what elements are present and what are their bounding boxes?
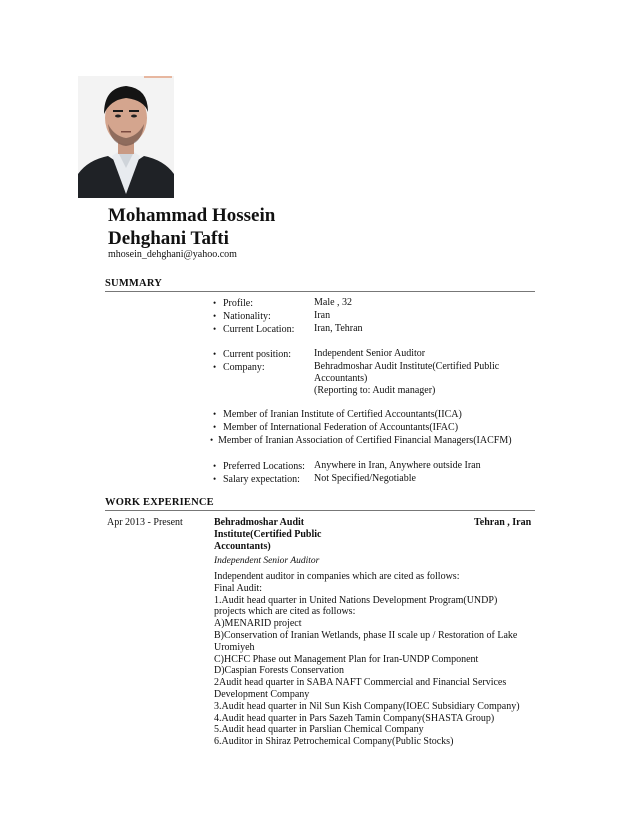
salary-value: Not Specified/Negotiable xyxy=(314,473,416,484)
job-description-line: projects which are cited as follows: xyxy=(214,606,356,618)
job-description-line: 4.Audit head quarter in Pars Sazeh Tamin Company(SHASTA Group) xyxy=(214,712,495,724)
summary-profile-row xyxy=(213,297,353,310)
position-label: Current position: xyxy=(223,349,292,360)
summary-company-row xyxy=(213,361,265,374)
summary-heading: SUMMARY xyxy=(105,278,163,289)
bullet-icon: • xyxy=(213,298,217,308)
summary-position-row xyxy=(213,348,426,361)
job-location: Tehran , Iran xyxy=(474,517,532,528)
bullet-icon: • xyxy=(213,324,217,334)
job-company xyxy=(214,517,344,553)
summary-nationality-row xyxy=(213,310,331,323)
nationality-value: Iran xyxy=(314,310,331,321)
job-description-line: Uromiyeh xyxy=(214,641,255,653)
location-label: Current Location: xyxy=(223,324,295,335)
summary-location-row xyxy=(213,323,363,336)
profile-label: Profile: xyxy=(223,298,253,309)
job-description-line: 1.Audit head quarter in United Nations Development Program(UNDP) xyxy=(214,594,498,606)
membership-item xyxy=(210,434,512,447)
salary-label: Salary expectation: xyxy=(223,474,300,485)
membership-item xyxy=(213,421,458,434)
name-line-1: Mohammad Hossein xyxy=(108,205,276,226)
profile-photo xyxy=(78,76,174,198)
job-description-line: 2Audit head quarter in SABA NAFT Commercial and Financial Services xyxy=(214,677,507,689)
preferred-locations-value: Anywhere in Iran, Anywhere outside Iran xyxy=(314,460,481,471)
work-experience-divider xyxy=(105,510,535,511)
preferred-locations-label: Preferred Locations: xyxy=(223,461,305,472)
email-link[interactable]: mhosein_dehghani@yahoo.com xyxy=(108,249,237,260)
job-company-line-3: Accountants) xyxy=(214,541,271,552)
membership-text: Member of International Federation of Accountants(IFAC) xyxy=(223,422,459,433)
job-description-line: A)MENARID project xyxy=(214,618,302,630)
membership-text: Member of Iranian Institute of Certified Accountants(IICA) xyxy=(223,409,462,420)
summary-preferred-locations-row xyxy=(213,460,481,473)
job-description-line: Independent auditor in companies which are cited as follows: xyxy=(214,571,460,582)
summary-divider xyxy=(105,291,535,292)
job-description-line: Final Audit: xyxy=(214,582,263,594)
company-value xyxy=(314,361,514,397)
bullet-icon: • xyxy=(213,362,217,372)
bullet-icon: • xyxy=(213,422,217,432)
membership-item xyxy=(213,408,462,421)
company-label: Company: xyxy=(223,362,265,373)
company-value-line-2: Accountants) xyxy=(314,373,368,384)
bullet-icon: • xyxy=(213,349,217,359)
job-company-line-1: Behradmoshar Audit xyxy=(214,517,305,528)
job-description-line: 5.Audit head quarter in Parslian Chemical Company xyxy=(214,724,424,736)
company-value-line-1: Behradmoshar Audit Institute(Certified Public xyxy=(314,361,500,372)
job-description-line: 6.Auditor in Shiraz Petrochemical Company(Public Stocks) xyxy=(214,736,454,748)
job-description-line: D)Caspian Forests Conservation xyxy=(214,665,344,677)
location-value: Iran, Tehran xyxy=(314,323,363,334)
nationality-label: Nationality: xyxy=(223,311,271,322)
company-reporting: (Reporting to: Audit manager) xyxy=(314,385,436,396)
job-company-line-2: Institute(Certified Public xyxy=(214,529,322,540)
bullet-icon: • xyxy=(213,409,217,419)
job-description-line: C)HCFC Phase out Management Plan for Iran-UNDP Component xyxy=(214,653,479,665)
job-description xyxy=(214,571,534,748)
work-experience-heading: WORK EXPERIENCE xyxy=(105,497,214,508)
profile-value: Male , 32 xyxy=(314,297,353,308)
name-line-2: Dehghani Tafti xyxy=(108,228,229,249)
job-description-line: 3.Audit head quarter in Nil Sun Kish Company(IOEC Subsidiary Company) xyxy=(214,700,520,712)
bullet-icon: • xyxy=(210,435,214,445)
membership-text: Member of Iranian Association of Certified Financial Managers(IACFM) xyxy=(218,435,512,446)
candidate-name xyxy=(108,204,275,250)
bullet-icon: • xyxy=(213,474,217,484)
job-date: Apr 2013 - Present xyxy=(107,517,183,528)
job-description-line: B)Conservation of Iranian Wetlands, phase II scale up / Restoration of Lake xyxy=(214,629,518,641)
position-value: Independent Senior Auditor xyxy=(314,348,426,359)
portrait-image xyxy=(78,76,174,198)
bullet-icon: • xyxy=(213,311,217,321)
summary-salary-row xyxy=(213,473,416,486)
job-role: Independent Senior Auditor xyxy=(214,556,320,566)
bullet-icon: • xyxy=(213,461,217,471)
job-description-line: Development Company xyxy=(214,688,310,700)
